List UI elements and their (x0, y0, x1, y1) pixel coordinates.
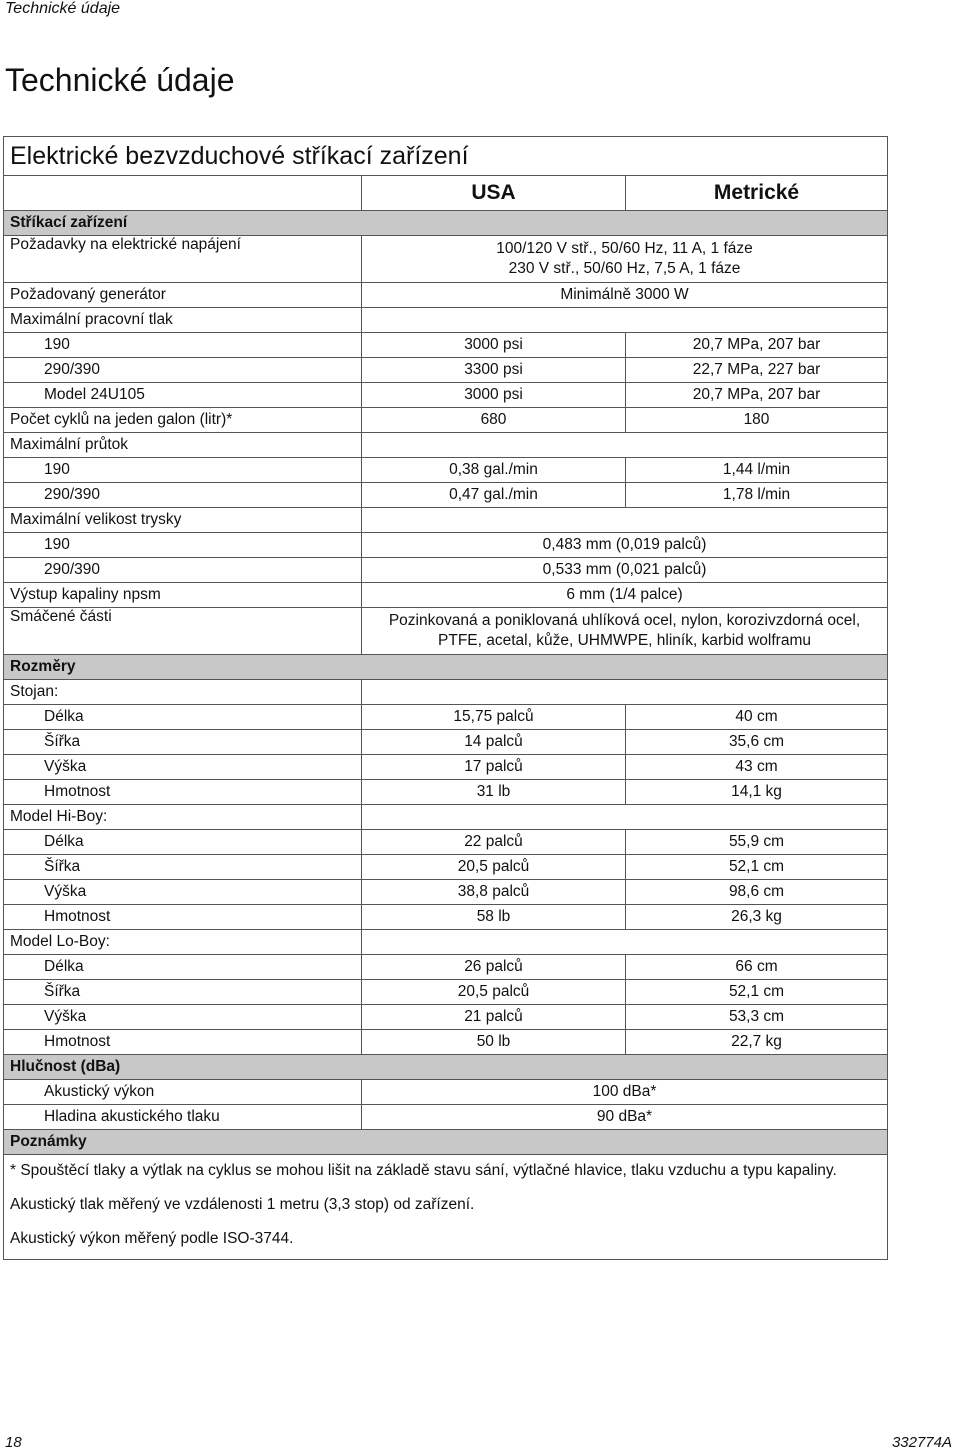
power-value-1: 100/120 V stř., 50/60 Hz, 11 A, 1 fáze (496, 240, 753, 257)
hiboy-empty (362, 805, 888, 830)
row-usa: 3000 psi (362, 333, 626, 358)
pressure-empty (362, 308, 888, 333)
table-row (4, 1030, 888, 1055)
row-metric: 22,7 MPa, 227 bar (626, 358, 888, 383)
table-row (4, 705, 888, 730)
row-label: Délka (4, 955, 362, 980)
table-row (4, 383, 888, 408)
row-label: Hmotnost (4, 905, 362, 930)
row-label: 290/390 (4, 558, 362, 583)
row-label: Hladina akustického tlaku (4, 1105, 362, 1130)
table-row (4, 358, 888, 383)
table-row (4, 533, 888, 558)
table-row (4, 558, 888, 583)
table-row (4, 483, 888, 508)
note-line: * Spouštěcí tlaky a výtlak na cyklus se mohou lišit na základě stavu sání, výtlačné hlavice, tlaku vzduchu a typu kapaliny. (10, 1162, 837, 1179)
wetted-value-2: PTFE, acetal, kůže, UHMWPE, hliník, karbid wolframu (438, 632, 811, 649)
row-label: Výška (4, 880, 362, 905)
row-metric: 1,44 l/min (626, 458, 888, 483)
row-metric: 35,6 cm (626, 730, 888, 755)
stand-label: Stojan: (4, 680, 362, 705)
notes-cell (4, 1155, 888, 1260)
row-label: Hmotnost (4, 1030, 362, 1055)
spec-table (3, 136, 888, 1260)
section-dimensions: Rozměry (4, 655, 888, 680)
outlet-label: Výstup kapaliny npsm (4, 583, 362, 608)
pressure-label: Maximální pracovní tlak (4, 308, 362, 333)
table-row (4, 1080, 888, 1105)
table-row (4, 1005, 888, 1030)
colhead-metric: Metrické (626, 176, 888, 211)
row-label: Výška (4, 1005, 362, 1030)
row-label: 190 (4, 333, 362, 358)
table-title: Elektrické bezvzduchové stříkací zařízení (4, 137, 888, 176)
row-metric: 43 cm (626, 755, 888, 780)
table-row (4, 458, 888, 483)
row-usa: 26 palců (362, 955, 626, 980)
colhead-usa: USA (362, 176, 626, 211)
row-value: 0,483 mm (0,019 palců) (362, 533, 888, 558)
row-label: Šířka (4, 855, 362, 880)
power-label: Požadavky na elektrické napájení (4, 236, 362, 283)
row-usa: 20,5 palců (362, 855, 626, 880)
row-metric: 98,6 cm (626, 880, 888, 905)
row-usa: 3000 psi (362, 383, 626, 408)
row-label: Výška (4, 755, 362, 780)
tip-empty (362, 508, 888, 533)
cycles-usa: 680 (362, 408, 626, 433)
running-header: Technické údaje (5, 0, 121, 17)
generator-label: Požadovaný generátor (4, 283, 362, 308)
row-value: 0,533 mm (0,021 palců) (362, 558, 888, 583)
row-label: Hmotnost (4, 780, 362, 805)
section-noise: Hlučnost (dBa) (4, 1055, 888, 1080)
colhead-empty (4, 176, 362, 211)
row-usa: 22 palců (362, 830, 626, 855)
table-row (4, 755, 888, 780)
row-usa: 14 palců (362, 730, 626, 755)
tip-label: Maximální velikost trysky (4, 508, 362, 533)
table-row (4, 955, 888, 980)
hiboy-label: Model Hi-Boy: (4, 805, 362, 830)
row-usa: 0,38 gal./min (362, 458, 626, 483)
row-label: 190 (4, 458, 362, 483)
row-label: Akustický výkon (4, 1080, 362, 1105)
row-label: 190 (4, 533, 362, 558)
table-row (4, 333, 888, 358)
row-usa: 20,5 palců (362, 980, 626, 1005)
table-row (4, 780, 888, 805)
cycles-metric: 180 (626, 408, 888, 433)
row-metric: 52,1 cm (626, 980, 888, 1005)
row-usa: 21 palců (362, 1005, 626, 1030)
note-line: Akustický výkon měřený podle ISO-3744. (10, 1230, 294, 1247)
row-label: 290/390 (4, 358, 362, 383)
row-label: Model 24U105 (4, 383, 362, 408)
loboy-empty (362, 930, 888, 955)
table-row (4, 1105, 888, 1130)
table-row (4, 880, 888, 905)
wetted-value (362, 608, 888, 655)
cycles-label: Počet cyklů na jeden galon (litr)* (4, 408, 362, 433)
row-metric: 52,1 cm (626, 855, 888, 880)
row-label: Délka (4, 705, 362, 730)
row-label: Šířka (4, 980, 362, 1005)
row-metric: 53,3 cm (626, 1005, 888, 1030)
table-row (4, 730, 888, 755)
row-value: 90 dBa* (362, 1105, 888, 1130)
section-spray: Stříkací zařízení (4, 211, 888, 236)
row-value: 100 dBa* (362, 1080, 888, 1105)
flow-label: Maximální průtok (4, 433, 362, 458)
page-title: Technické údaje (5, 62, 235, 98)
row-metric: 22,7 kg (626, 1030, 888, 1055)
section-notes: Poznámky (4, 1130, 888, 1155)
power-value-2: 230 V stř., 50/60 Hz, 7,5 A, 1 fáze (508, 260, 741, 277)
document-number: 332774A (891, 1434, 952, 1451)
row-metric: 40 cm (626, 705, 888, 730)
row-metric: 55,9 cm (626, 830, 888, 855)
loboy-label: Model Lo-Boy: (4, 930, 362, 955)
wetted-value-1: Pozinkovaná a poniklovaná uhlíková ocel, nylon, korozivzdorná ocel, (388, 612, 861, 629)
row-metric: 14,1 kg (626, 780, 888, 805)
row-metric: 20,7 MPa, 207 bar (626, 333, 888, 358)
wetted-label: Smáčené části (4, 608, 362, 655)
row-usa: 15,75 palců (362, 705, 626, 730)
flow-empty (362, 433, 888, 458)
row-metric: 20,7 MPa, 207 bar (626, 383, 888, 408)
note-line: Akustický tlak měřený ve vzdálenosti 1 metru (3,3 stop) od zařízení. (10, 1196, 475, 1213)
table-row (4, 855, 888, 880)
row-usa: 17 palců (362, 755, 626, 780)
row-metric: 1,78 l/min (626, 483, 888, 508)
row-usa: 50 lb (362, 1030, 626, 1055)
row-metric: 26,3 kg (626, 905, 888, 930)
row-usa: 3300 psi (362, 358, 626, 383)
page-number: 18 (5, 1434, 22, 1451)
row-usa: 58 lb (362, 905, 626, 930)
row-label: Šířka (4, 730, 362, 755)
row-usa: 0,47 gal./min (362, 483, 626, 508)
power-value (362, 236, 888, 283)
table-row (4, 980, 888, 1005)
outlet-value: 6 mm (1/4 palce) (362, 583, 888, 608)
generator-value: Minimálně 3000 W (362, 283, 888, 308)
row-usa: 31 lb (362, 780, 626, 805)
table-row (4, 905, 888, 930)
row-label: Délka (4, 830, 362, 855)
row-label: 290/390 (4, 483, 362, 508)
stand-empty (362, 680, 888, 705)
table-row (4, 830, 888, 855)
row-metric: 66 cm (626, 955, 888, 980)
row-usa: 38,8 palců (362, 880, 626, 905)
